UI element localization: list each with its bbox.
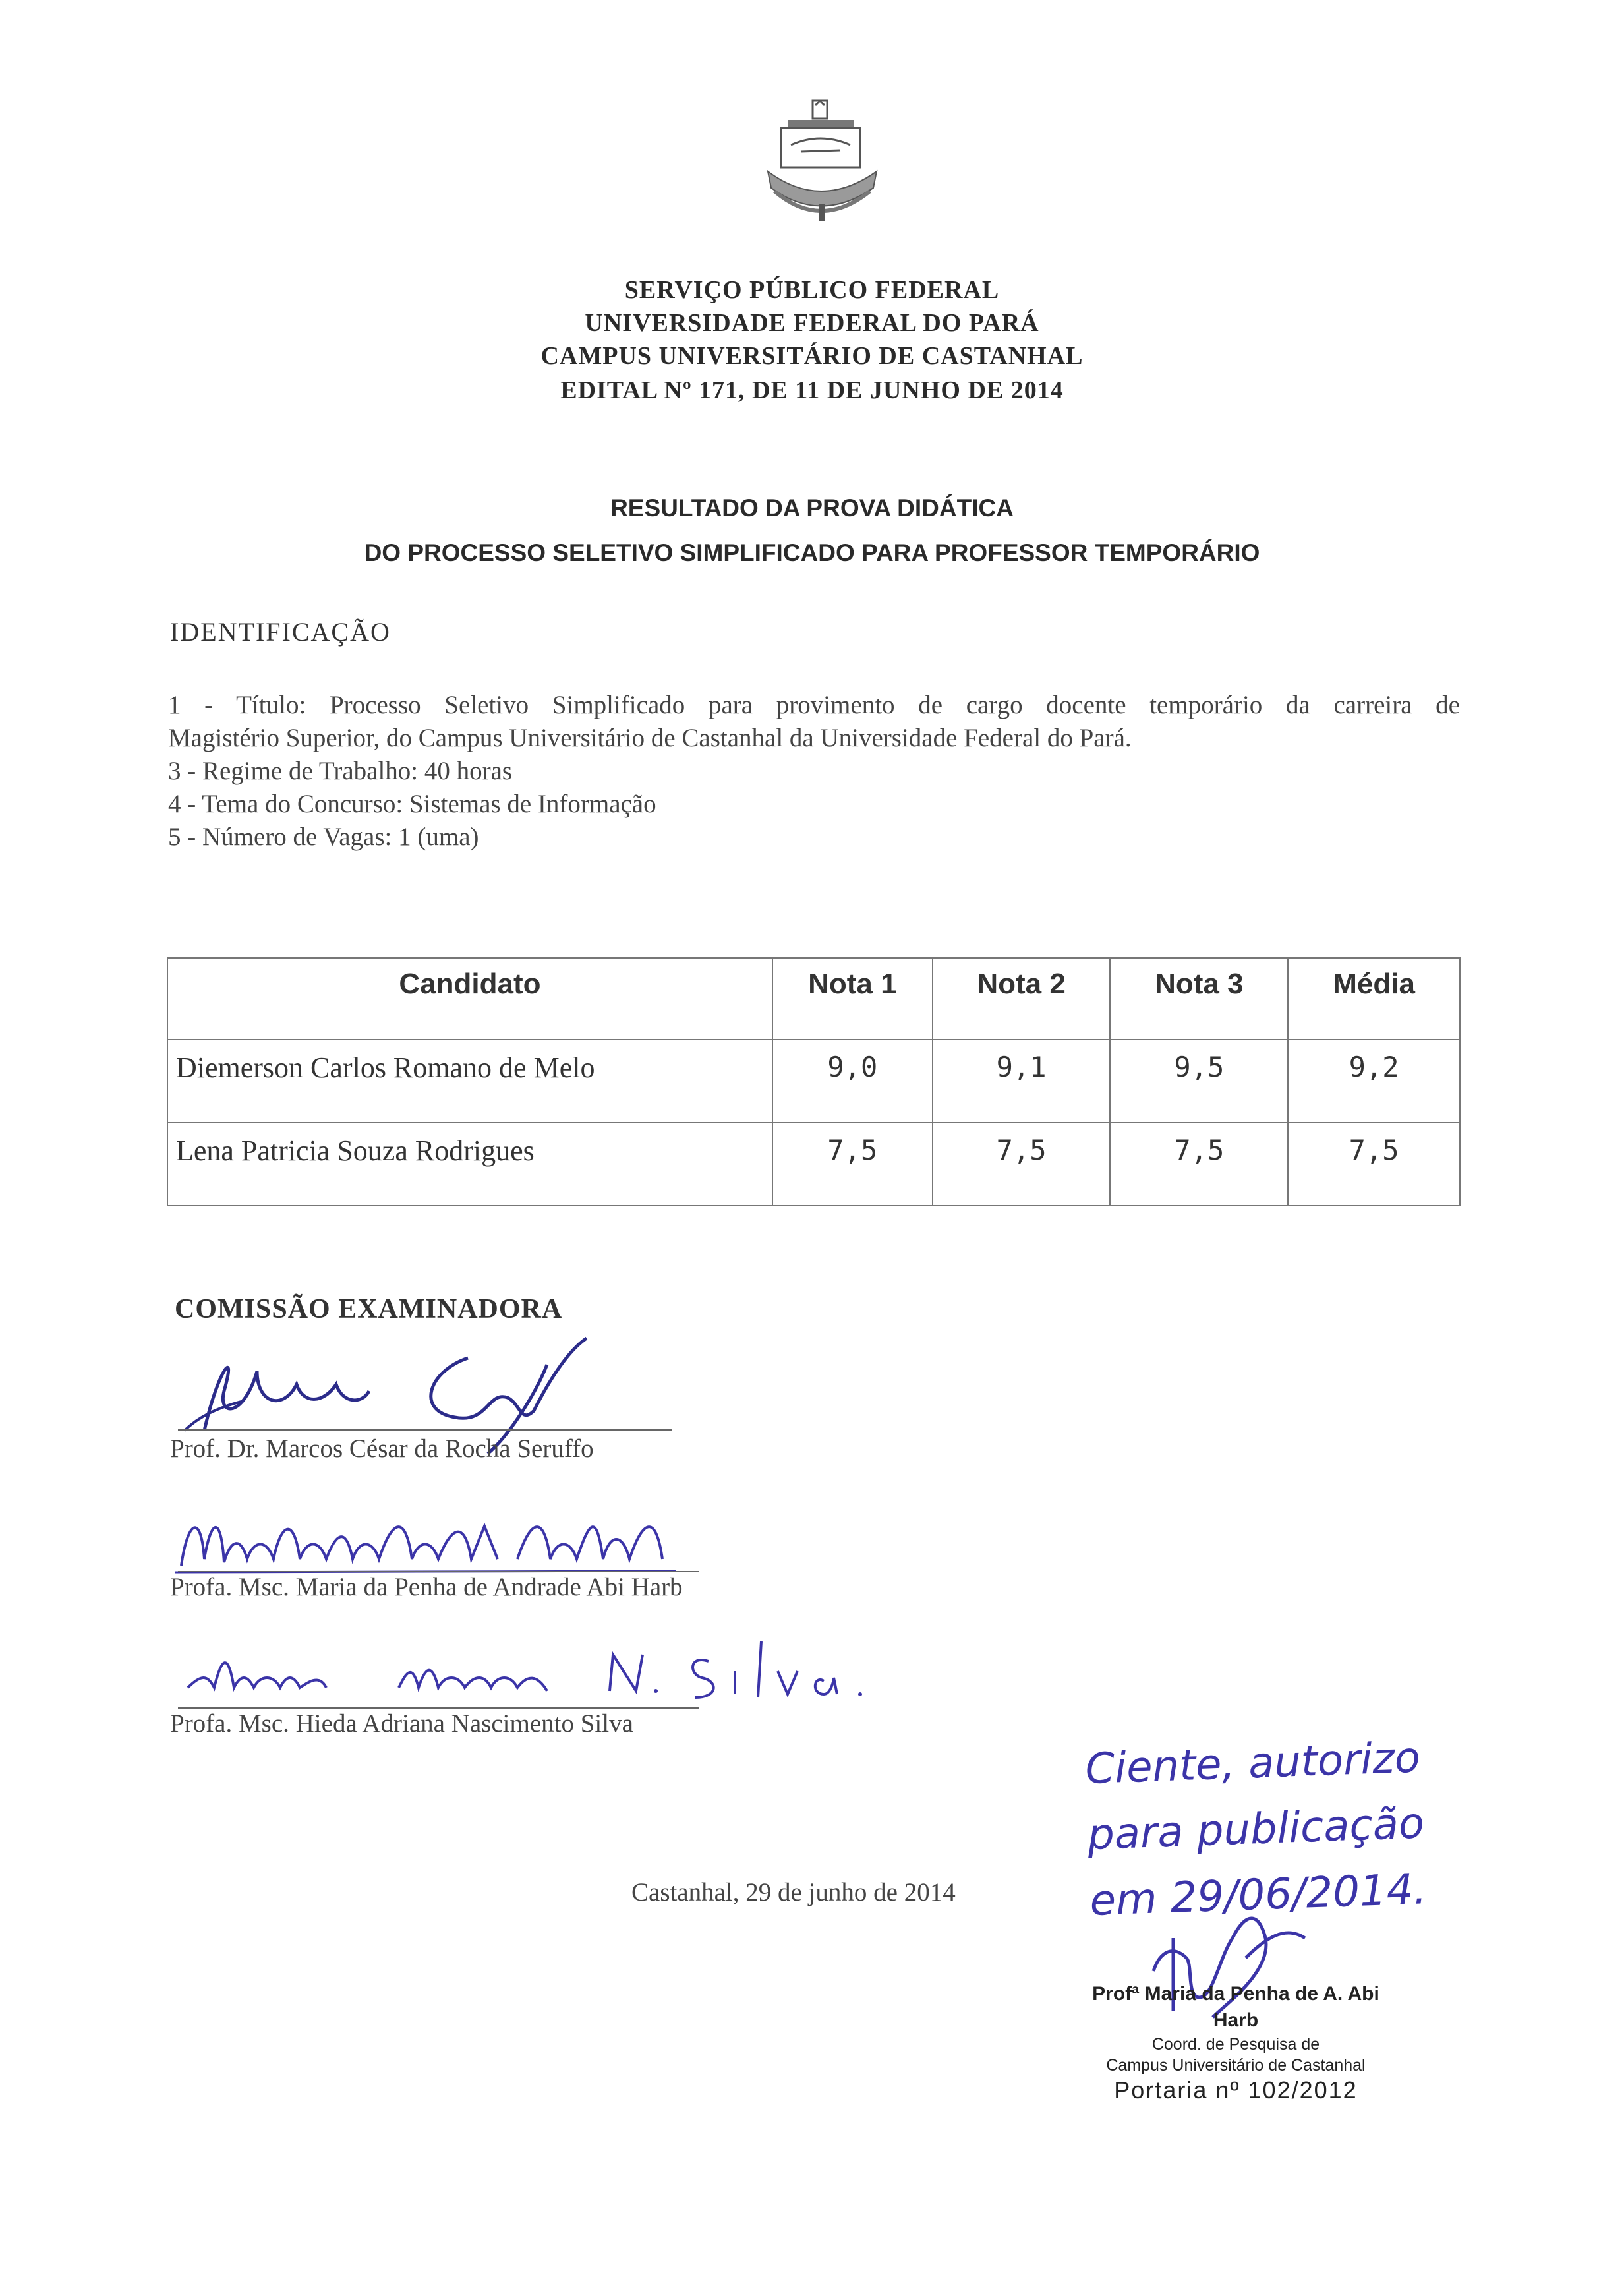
- university-crest-logo: [761, 99, 883, 231]
- committee-member-2: Profa. Msc. Maria da Penha de Andrade Abi Harb: [170, 1573, 683, 1601]
- candidate-name: Lena Patricia Souza Rodrigues: [167, 1123, 772, 1206]
- stamp-line-2: Coord. de Pesquisa de: [1151, 2035, 1320, 2053]
- subtitle-line-1: RESULTADO DA PROVA DIDÁTICA: [610, 494, 1014, 521]
- column-header-candidato: Candidato: [167, 958, 772, 1040]
- stamp-line-1: Profª Maria da Penha de A. Abi Harb: [1092, 1983, 1379, 2031]
- column-header-nota-1: Nota 1: [772, 958, 933, 1040]
- table-row: [167, 1040, 1460, 1123]
- identification-title: IDENTIFICAÇÃO: [170, 617, 391, 647]
- stamp-line-3: Campus Universitário de Castanhal: [1106, 2056, 1366, 2075]
- grade-nota-3: 7,5: [1110, 1123, 1288, 1206]
- results-table: [167, 957, 1461, 1206]
- table-header-row: [167, 958, 1460, 1040]
- signature-hieda-adriana: [181, 1635, 873, 1714]
- grade-nota-1: 9,0: [772, 1040, 933, 1123]
- header-line-2: UNIVERSIDADE FEDERAL DO PARÁ: [585, 309, 1039, 337]
- committee-member-1: Prof. Dr. Marcos César da Rocha Seruffo: [170, 1434, 594, 1463]
- table-row: [167, 1123, 1460, 1206]
- identification-item-5: 5 - Número de Vagas: 1 (uma): [168, 823, 479, 851]
- header-line-4: EDITAL Nº 171, DE 11 DE JUNHO DE 2014: [560, 376, 1064, 404]
- grade-nota-1: 7,5: [772, 1123, 933, 1206]
- grade-nota-2: 7,5: [933, 1123, 1111, 1206]
- candidate-name: Diemerson Carlos Romano de Melo: [167, 1040, 772, 1123]
- column-header-nota-2: Nota 2: [933, 958, 1111, 1040]
- committee-member-3: Profa. Msc. Hieda Adriana Nascimento Silva: [170, 1709, 633, 1738]
- identification-item-3: 3 - Regime de Trabalho: 40 horas: [168, 757, 513, 785]
- identification-item-4: 4 - Tema do Concurso: Sistemas de Informação: [168, 790, 656, 818]
- column-header-media: Média: [1288, 958, 1460, 1040]
- column-header-nota-3: Nota 3: [1110, 958, 1288, 1040]
- grade-media: 9,2: [1288, 1040, 1460, 1123]
- approval-note-line-3: em 29/06/2014.: [1089, 1865, 1428, 1926]
- grade-media: 7,5: [1288, 1123, 1460, 1206]
- grade-nota-3: 9,5: [1110, 1040, 1288, 1123]
- identification-item-1-line-2: Magistério Superior, do Campus Universitário de Castanhal da Universidade Federal do Pará.: [168, 724, 1132, 752]
- approval-note-line-1: Ciente, autorizo: [1084, 1733, 1422, 1794]
- stamp-line-4: Portaria nº 102/2012: [1114, 2077, 1358, 2104]
- approval-note-line-2: para publicação: [1086, 1799, 1426, 1860]
- signature-line: [178, 1429, 672, 1431]
- committee-title: COMISSÃO EXAMINADORA: [175, 1294, 563, 1324]
- stamp: [1081, 1981, 1391, 2105]
- identification-item-1-line-1: 1 - Título: Processo Seletivo Simplificado para provimento de cargo docente temporário da carreira de: [168, 691, 1460, 719]
- signature-maria-da-penha: [175, 1500, 702, 1579]
- header-line-1: SERVIÇO PÚBLICO FEDERAL: [624, 276, 1000, 304]
- header-line-3: CAMPUS UNIVERSITÁRIO DE CASTANHAL: [540, 342, 1084, 370]
- place-date: Castanhal, 29 de junho de 2014: [631, 1878, 956, 1906]
- subtitle-line-2: DO PROCESSO SELETIVO SIMPLIFICADO PARA PROFESSOR TEMPORÁRIO: [364, 539, 1260, 566]
- grade-nota-2: 9,1: [933, 1040, 1111, 1123]
